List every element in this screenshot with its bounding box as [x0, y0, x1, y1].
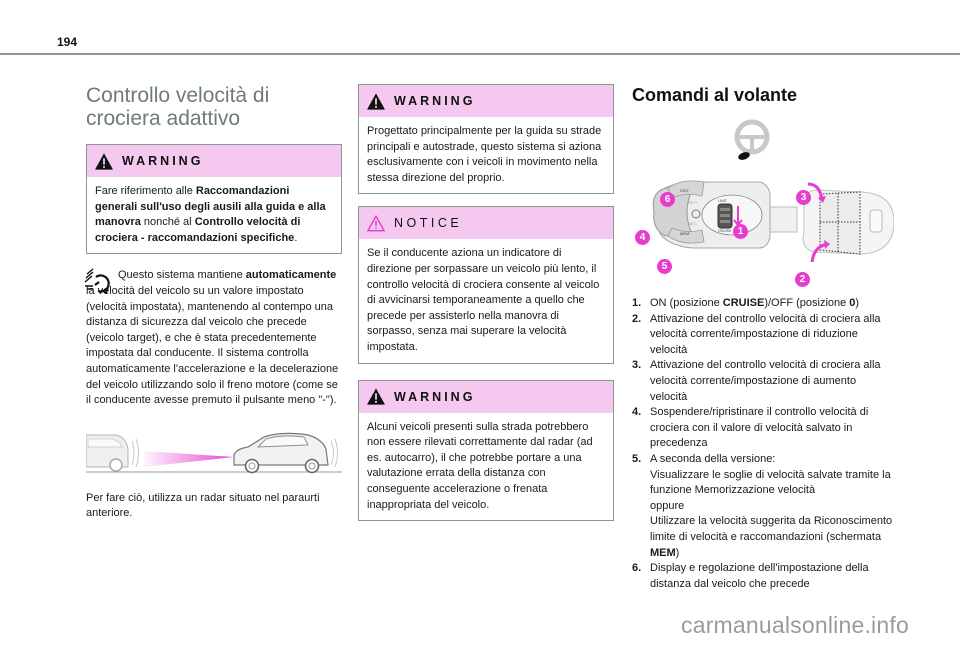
callout-badge-6: 6: [660, 192, 675, 207]
callout-badge-4: 4: [635, 230, 650, 245]
section-title-line-1: Controllo velocità di: [86, 84, 270, 107]
callout-badge-2: 2: [795, 272, 810, 287]
warning-header: [359, 85, 613, 117]
steering-wheel-icon: [737, 122, 767, 161]
column-2: [358, 84, 614, 531]
list-item: 5. A seconda della versione: Visualizzare le soglie di velocità salvate tramite la funzione Memorizzazione velocità oppure Utilizzare la velocità suggerita da Riconoscimento limite di velocità e raccomandazioni (schermata MEM): [632, 452, 893, 559]
list-item: 4. Sospendere/ripristinare il controllo velocità di crociera con il valore di velocità salvato in precedenza: [632, 406, 869, 450]
warning-triangle-icon: [95, 153, 113, 170]
page-number: 194: [57, 35, 78, 49]
callout-badge-3: 3: [796, 190, 811, 205]
warning-text: Fare riferimento alle Raccomandazioni generali sull'uso degli ausili alla guida e alla manovra nonché al Controllo velocità di crociera - raccomandazioni specifiche.: [95, 185, 326, 244]
notice-text: Se il conducente aziona un indicatore di direzione per sorpassare un veicolo più lento, il controllo velocità di crociera consente al veicolo di avvicinarsi temporaneamente a quello che precede per assisterlo nella manovra di sorpasso, senza mai superare la velocità impostata.: [367, 247, 600, 353]
warning-box-general: [86, 144, 342, 254]
column-1: [86, 84, 342, 522]
warning-text: Progettato principalmente per la guida su strade principali e autostrade, questo sistema si aziona esclusivamente con i veicoli in movimento nella stessa direzione del proprio.: [367, 125, 602, 184]
callout-badge-5: 5: [657, 259, 672, 274]
column-3: [632, 84, 894, 592]
list-item: 2. Attivazione del controllo velocità di crociera alla velocità corrente/impostazione di riduzione velocità: [632, 312, 881, 356]
header-rule: [0, 53, 960, 55]
notice-label: NOTICE: [394, 216, 463, 231]
svg-text:SET+: SET+: [688, 200, 699, 205]
list-item: 3. Attivazione del controllo velocità di crociera alla velocità corrente/impostazione di aumento velocità: [632, 359, 881, 403]
svg-text:CRUISE: CRUISE: [718, 229, 732, 233]
warning-triangle-icon: [367, 93, 385, 110]
notice-triangle-icon: [367, 215, 385, 232]
warning-box-radar: [358, 380, 614, 522]
warning-header: [359, 381, 613, 413]
adaptive-cruise-control-icon: [84, 268, 112, 294]
svg-text:LIMIT: LIMIT: [718, 199, 727, 203]
warning-header: [87, 145, 341, 177]
svg-text:MEM: MEM: [680, 231, 690, 236]
radar-description: Per fare ciò, utilizza un radar situato nel paraurti anteriore.: [86, 491, 320, 520]
watermark: carmanualsonline.info: [681, 612, 909, 638]
warning-text: Alcuni veicoli presenti sulla strada potrebbero non essere rilevati correttamente dal radar (ad es. autocarro), il che potrebbe portare a una valutazione errata della distanza con conseguente accelerazione o frenata inappropriata del veicolo.: [367, 420, 593, 511]
list-item: 1. ON (posizione CRUISE)/OFF (posizione 0): [632, 297, 860, 309]
steering-controls-illustration: [632, 112, 894, 285]
warning-box-roads: [358, 84, 614, 194]
warning-label: WARNING: [122, 154, 204, 168]
list-item: 6. Display e regolazione dell'impostazione della distanza dal veicolo che precede: [632, 562, 869, 590]
svg-text:SET-: SET-: [688, 221, 697, 226]
warning-label: WARNING: [394, 94, 476, 108]
warning-triangle-icon: [367, 388, 385, 405]
cruise-control-stalk: [653, 181, 797, 248]
notice-box-overtaking: [358, 206, 614, 363]
stalk-rear-view: [803, 184, 894, 262]
section-title: Comandi al volante: [632, 85, 798, 105]
callout-badge-1: 1: [733, 224, 748, 239]
notice-header: [359, 207, 613, 239]
controls-list: [632, 296, 894, 592]
section-title-line-2: crociera adattivo: [86, 107, 241, 130]
radar-detection-illustration: [86, 429, 342, 477]
intro-paragraph: [86, 268, 342, 408]
svg-text:DIST: DIST: [680, 188, 690, 193]
warning-label: WARNING: [394, 389, 476, 404]
section-title: [86, 84, 342, 130]
intro-text: Questo sistema mantiene automaticamente la velocità del veicolo su un valore impostato (velocità impostata), mantenendo al contempo una distanza di sicurezza dal veicolo che precede (veicolo target), e che è stata precedentemente impostata dal conducente. Il sistema controlla automaticamente l'accelerazione e la decelerazione del veicolo utilizzando solo il freno motore (come se il conducente avesse premuto il pulsante meno "-").: [86, 269, 339, 407]
